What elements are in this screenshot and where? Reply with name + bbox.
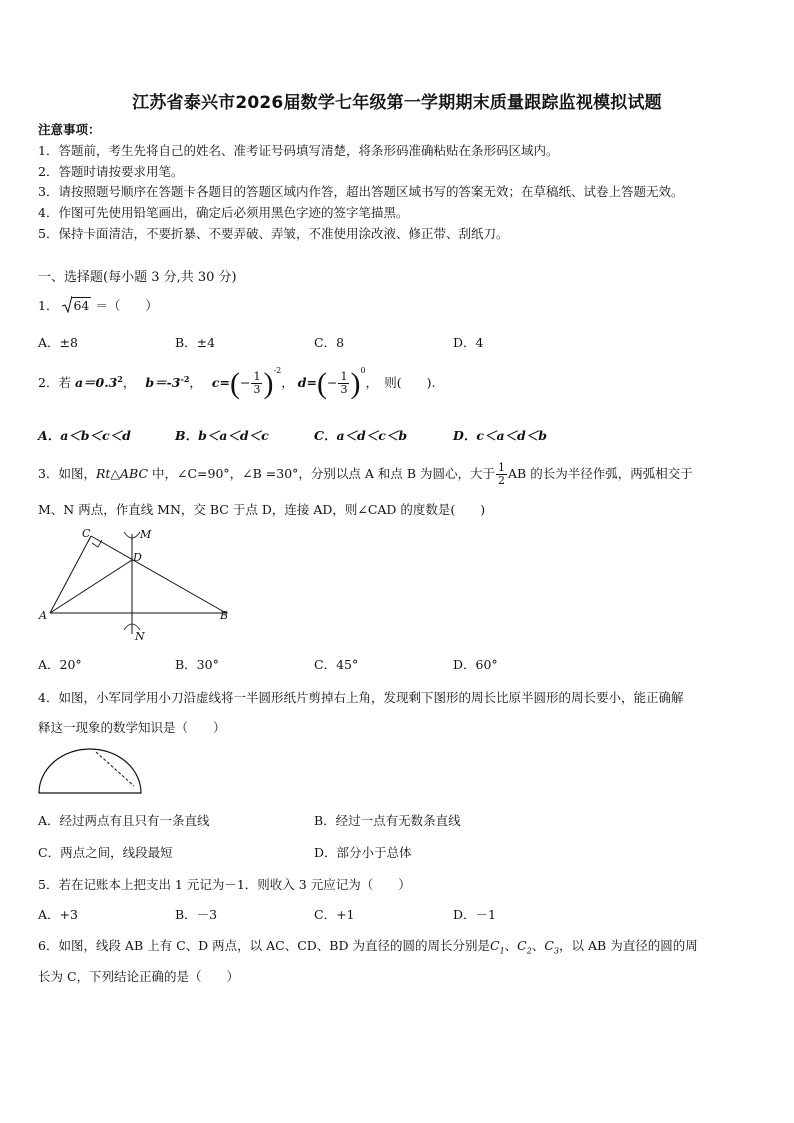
choice-b[interactable]: B．±4 (175, 335, 216, 350)
label-d: D (133, 551, 142, 564)
choice-a[interactable]: A．a＜b＜c＜d (38, 428, 131, 443)
question-2: 2．若 $a=0.3^2$， $b=-3^{-2}$， c=(− $\frac{1}{3}$ )$^{-2}$， d=(− $\frac{1}{3}$ )$^0$， 则( ). (38, 366, 436, 400)
question-tail: ＝（ ） (95, 298, 158, 313)
c2-symbol: C (517, 938, 527, 953)
choice-a[interactable]: A．20° (38, 657, 82, 672)
semicircle-figure (36, 746, 144, 798)
subscript: 2 (526, 946, 532, 956)
choice-d[interactable]: D．－1 (453, 907, 496, 922)
expr-d-label: d= (297, 375, 317, 390)
note-item: 5．保持卡面清洁，不要折暴、不要弄破、弄皱，不准使用涂改液、修正带、刮纸刀。 (38, 226, 509, 241)
question-6-line-1: 6．如图，线段 AB 上有 C、D 两点，以 AC、CD、BD 为直径的圆的周长分别是$C_1$、$C_2$、$C_3$，以 AB 为直径的圆的周 (38, 938, 698, 956)
c1-symbol: C (489, 938, 500, 953)
choice-c[interactable]: C．两点之间，线段最短 (38, 845, 173, 860)
choice-b[interactable]: B．b＜a＜d＜c (175, 428, 269, 443)
choice-d[interactable]: D．60° (453, 657, 498, 672)
label-b: B (220, 609, 229, 622)
choice-d[interactable]: D．部分小于总体 (314, 845, 412, 860)
choice-a[interactable]: A．±8 (38, 335, 78, 350)
question-text: 6．如图，线段 AB 上有 C、D 两点，以 AC、CD、BD 为直径的圆的周长分别是 (38, 938, 490, 953)
question-5: 5．若在记账本上把支出 1 元记为－1．则收入 3 元应记为（ ） (38, 877, 411, 892)
subscript: 1 (499, 946, 505, 956)
minus-sign: − (326, 375, 338, 390)
choice-c[interactable]: C．8 (314, 335, 345, 350)
triangle-name: Rt△ABC (95, 466, 149, 481)
choice-b[interactable]: B．30° (175, 657, 219, 672)
note-item: 3．请按照题号顺序在答题卡各题目的答题区域内作答，超出答题区域书写的答案无效；在草稿纸、试卷上答题无效。 (38, 184, 684, 199)
question-text: 中，∠C=90°，∠B =30°，分别以点 A 和点 B 为圆心，大于 (148, 466, 496, 481)
sqrt-sign-icon (62, 295, 72, 313)
expr-b: b＝-3 (145, 375, 181, 390)
choice-d[interactable]: D．c＜a＜d＜b (453, 428, 548, 443)
radicand: 64 (73, 298, 90, 313)
triangle-figure (36, 526, 236, 646)
question-3-line-1 (38, 462, 693, 487)
notes-heading: 注意事项： (38, 122, 101, 137)
choice-c[interactable]: C．+1 (314, 907, 355, 922)
choice-a[interactable]: A．经过两点有且只有一条直线 (38, 813, 210, 828)
question-3-line-2: M、N 两点，作直线 MN，交 BC 于点 D，连接 AD，则∠CAD 的度数是( ) (38, 502, 486, 517)
note-item: 4．作图可先使用铅笔画出，确定后必须用黑色字迹的签字笔描黑。 (38, 205, 409, 220)
label-c: C (82, 527, 91, 540)
exponent: 2 (117, 373, 123, 384)
label-n: N (135, 630, 145, 643)
section-heading: 一、选择题(每小题 3 分,共 30 分) (38, 270, 237, 285)
choice-c[interactable]: C．45° (314, 657, 359, 672)
label-a: A (39, 609, 47, 622)
choice-d[interactable]: D．4 (453, 335, 484, 350)
fraction: $\frac{1}{3}$ (340, 370, 348, 396)
sqrt-expression (62, 298, 91, 313)
question-number: 3．如图， (38, 466, 96, 481)
exponent: 0 (360, 366, 366, 375)
choice-b[interactable]: B．－3 (175, 907, 218, 922)
fraction: $\frac{1}{3}$ (253, 370, 261, 396)
question-number: 2．若 (38, 375, 71, 390)
question-4-line-2: 释这一现象的数学知识是（ ） (38, 720, 226, 735)
note-item: 2．答题时请按要求用笔。 (38, 164, 184, 179)
choice-a[interactable]: A．+3 (38, 907, 78, 922)
subscript: 3 (553, 946, 560, 956)
question-number: 1． (38, 298, 59, 313)
choice-c[interactable]: C．a＜d＜c＜b (314, 428, 408, 443)
choice-b[interactable]: B．经过一点有无数条直线 (314, 813, 461, 828)
question-tail: ， 则( ). (365, 375, 436, 390)
page-title: 江苏省泰兴市2026届数学七年级第一学期期末质量跟踪监视模拟试题 (132, 93, 662, 113)
expr-c-label: c= (211, 375, 230, 390)
question-6-line-2: 长为 C，下列结论正确的是（ ） (38, 969, 240, 984)
fraction-half: $\frac{1}{2}$ (498, 461, 506, 487)
triangle-abc (50, 536, 226, 613)
question-1 (38, 296, 158, 314)
question-text: ，以 AB 为直径的圆的周 (559, 938, 698, 953)
exponent: -2 (273, 366, 282, 375)
question-4-line-1: 4．如图，小军同学用小刀沿虚线将一半圆形纸片剪掉右上角，发现剩下图形的周长比原半圆形的周长要小，能正确解 (38, 690, 684, 705)
perpendicular-bisector-mn (124, 532, 140, 634)
c3-symbol: C (544, 938, 554, 953)
question-text: AB 的长为半径作弧，两弧相交于 (508, 466, 693, 481)
label-m: M (140, 528, 152, 541)
exponent: -2 (180, 373, 190, 384)
minus-sign: − (239, 375, 251, 390)
expr-a: a＝0.3 (74, 375, 118, 390)
note-item: 1．答题前，考生先将自己的姓名、准考证号码填写清楚，将条形码准确粘贴在条形码区域内。 (38, 143, 559, 158)
